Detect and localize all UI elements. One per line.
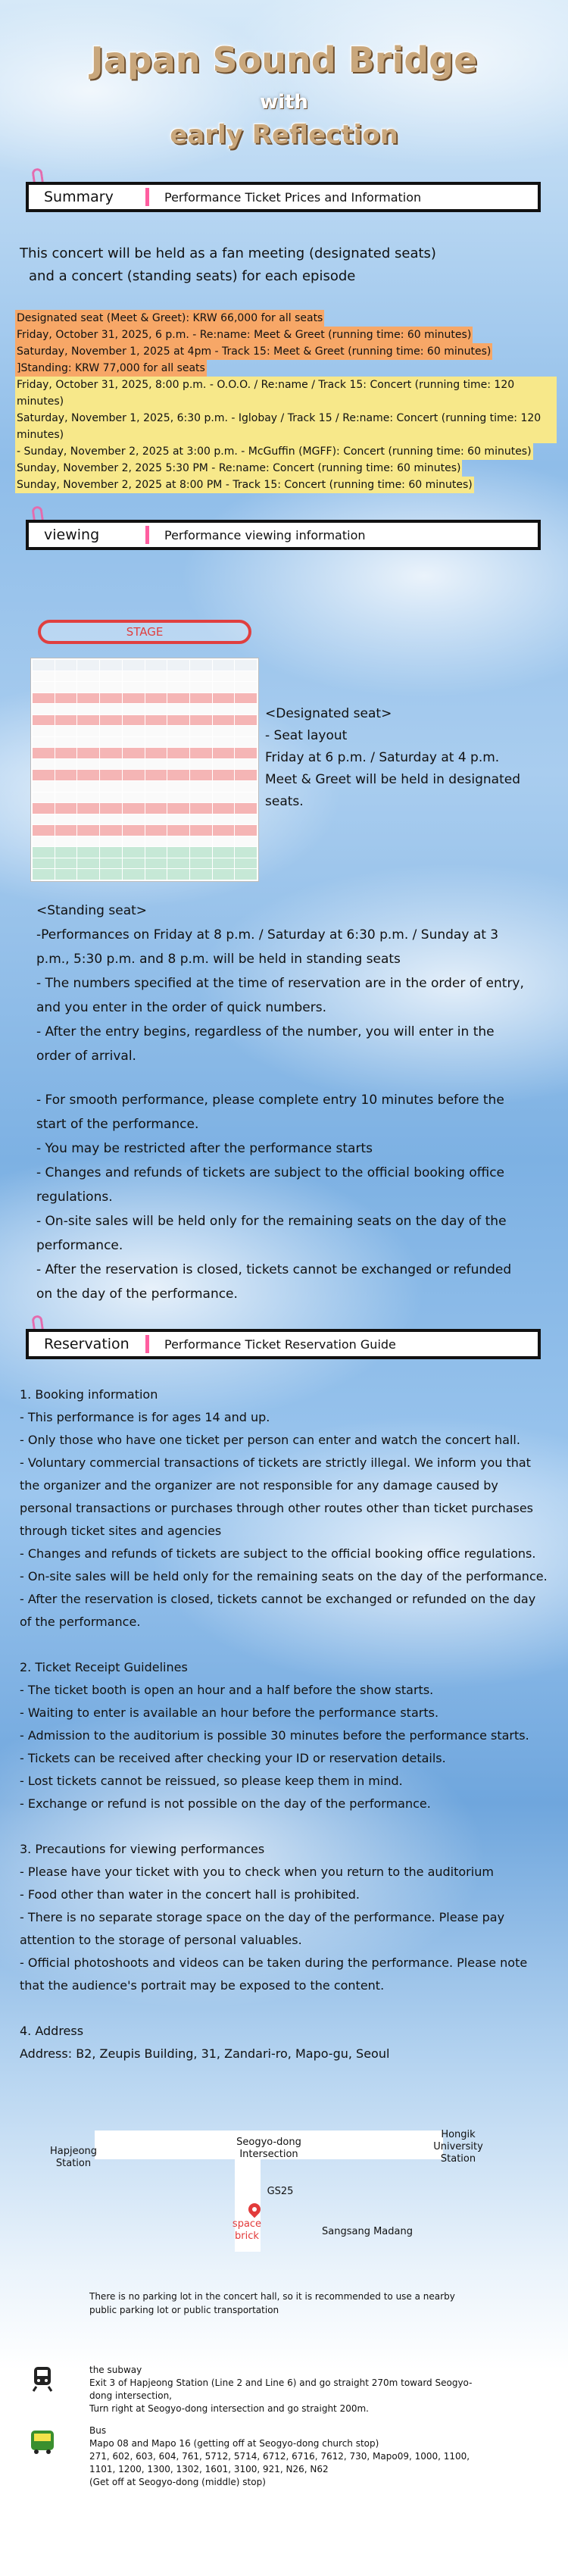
seat-cell <box>123 858 145 869</box>
seat-cell <box>55 737 77 748</box>
section-bar-reservation <box>26 1329 541 1359</box>
seat-cell <box>145 715 167 726</box>
map-label-seogyo: Seogyo-dong Intersection <box>236 2137 301 2160</box>
seat-cell <box>55 715 77 726</box>
seat-cell <box>145 737 167 748</box>
seat-cell <box>213 726 235 736</box>
seat-cell <box>167 858 189 869</box>
seat-cell <box>145 682 167 692</box>
seat-cell <box>123 726 145 736</box>
guide-item: - Official photoshoots and videos can be taken during the performance. Please note that the audience's portrait may be exposed to the content. <box>20 1955 528 1993</box>
bus-icon <box>27 2426 58 2456</box>
seat-cell <box>100 693 122 704</box>
seat-cell <box>213 759 235 770</box>
bus-line: Mapo 08 and Mapo 16 (getting off at Seogyo-dong church stop) <box>89 2438 379 2449</box>
seat-cell <box>123 869 145 880</box>
seat-cell <box>235 682 257 692</box>
seat-cell <box>190 836 212 847</box>
seat-cell <box>145 704 167 714</box>
subway-info <box>89 2364 483 2415</box>
subway-title: the subway <box>89 2365 142 2375</box>
seat-cell <box>55 781 77 792</box>
pricing-item: Sunday, November 2, 2025 at 8:00 PM - Track 15: Concert (running time: 60 minutes) <box>15 477 474 493</box>
seat-cell <box>190 792 212 803</box>
seat-cell <box>167 825 189 836</box>
seat-cell <box>213 693 235 704</box>
seat-cell <box>235 869 257 880</box>
seat-cell <box>167 759 189 770</box>
seat-cell <box>235 825 257 836</box>
section-bar-viewing <box>26 520 541 550</box>
seat-cell <box>77 748 99 758</box>
standing-line: - The numbers specified at the time of reservation are in the order of entry, and you enter in the order of quick numbers. <box>36 976 524 1015</box>
guide-item: - Admission to the auditorium is possible 30 minutes before the performance starts. <box>20 1728 529 1743</box>
seat-cell <box>33 671 55 682</box>
seat-cell <box>213 792 235 803</box>
seat-cell <box>77 737 99 748</box>
seat-cell <box>145 814 167 825</box>
seat-cell <box>235 781 257 792</box>
standing-line: -Performances on Friday at 8 p.m. / Saturday at 6:30 p.m. / Sunday at 3 p.m., 5:30 p.m. and 8 p.m. will be held in standing seats <box>36 927 499 967</box>
seat-cell <box>55 682 77 692</box>
seat-cell <box>145 660 167 671</box>
seat-cell <box>190 682 212 692</box>
seat-cell <box>100 748 122 758</box>
subway-line: Turn right at Seogyo-dong intersection and go straight 200m. <box>89 2403 369 2414</box>
guide-heading: 4. Address <box>20 2024 84 2038</box>
seat-cell <box>33 847 55 858</box>
seat-cell <box>235 759 257 770</box>
seat-cell <box>33 693 55 704</box>
seat-cell <box>213 858 235 869</box>
bus-info <box>89 2424 483 2489</box>
seat-cell <box>33 726 55 736</box>
map-label-gs25: GS25 <box>267 2186 294 2197</box>
seat-cell <box>213 682 235 692</box>
seat-cell <box>100 792 122 803</box>
seat-cell <box>123 682 145 692</box>
guide-item: - Only those who have one ticket per person can enter and watch the concert hall. <box>20 1433 520 1447</box>
seat-cell <box>55 693 77 704</box>
guide-heading: 3. Precautions for viewing performances <box>20 1842 265 1856</box>
section-name: viewing <box>44 527 100 543</box>
seat-cell <box>235 814 257 825</box>
seat-cell <box>145 759 167 770</box>
guide-item: Address: B2, Zeupis Building, 31, Zandari-ro, Mapo-gu, Seoul <box>20 2046 390 2061</box>
seat-cell <box>100 759 122 770</box>
seat-cell <box>100 858 122 869</box>
seat-cell <box>235 748 257 758</box>
designated-line: - Seat layout <box>265 728 348 743</box>
seat-cell <box>213 660 235 671</box>
seat-cell <box>145 781 167 792</box>
seat-cell <box>190 748 212 758</box>
seat-cell <box>100 660 122 671</box>
seat-cell <box>33 748 55 758</box>
guide-item: - There is no separate storage space on the day of the performance. Please pay attention to the storage of personal valuables. <box>20 1910 505 1947</box>
seat-cell <box>190 671 212 682</box>
map-label-hapjeong: Hapjeong Station <box>49 2146 98 2169</box>
seat-cell <box>235 693 257 704</box>
section-divider <box>145 1335 149 1353</box>
note-line: - You may be restricted after the performance starts <box>36 1141 373 1156</box>
seat-cell <box>55 726 77 736</box>
note-line: - After the reservation is closed, tickets cannot be exchanged or refunded on the day of the performance. <box>36 1262 512 1302</box>
seat-cell <box>100 814 122 825</box>
seat-cell <box>100 770 122 780</box>
seat-cell <box>190 660 212 671</box>
seat-cell <box>77 825 99 836</box>
section-divider <box>145 188 149 206</box>
map-label-venue: space brick <box>232 2218 262 2242</box>
guide-item: - Lost tickets cannot be reissued, so please keep them in mind. <box>20 1774 403 1788</box>
seat-cell <box>213 825 235 836</box>
seat-cell <box>123 759 145 770</box>
seat-layout-map <box>30 658 259 882</box>
seat-cell <box>77 715 99 726</box>
guide-heading: 2. Ticket Receipt Guidelines <box>20 1660 188 1674</box>
seat-cell <box>55 825 77 836</box>
bus-line: (Get off at Seogyo-dong (middle) stop) <box>89 2477 266 2487</box>
section-desc: Performance Ticket Prices and Information <box>164 189 422 205</box>
seat-cell <box>235 847 257 858</box>
seat-cell <box>33 836 55 847</box>
seat-cell <box>77 803 99 814</box>
guide-item: - Voluntary commercial transactions of tickets are strictly illegal. We inform you that the organizer and the organizer are not responsible for any damage caused by personal transactions or purchases through other routes other than ticket purchases through ticket sites and agencies <box>20 1455 534 1538</box>
seat-cell <box>123 737 145 748</box>
reservation-guide <box>20 1383 550 2065</box>
seat-cell <box>145 869 167 880</box>
standing-line: - After the entry begins, regardless of the number, you will enter in the order of arrival. <box>36 1024 495 1064</box>
seat-cell <box>145 726 167 736</box>
seat-cell <box>77 693 99 704</box>
pricing-item: ]Standing: KRW 77,000 for all seats <box>15 360 207 377</box>
seat-cell <box>145 770 167 780</box>
bus-title: Bus <box>89 2425 107 2436</box>
event-title: Japan Sound Bridge <box>90 39 478 80</box>
seat-cell <box>33 781 55 792</box>
seat-cell <box>55 858 77 869</box>
seat-cell <box>167 704 189 714</box>
pricing-item: - Sunday, November 2, 2025 at 3:00 p.m. - McGuffin (MGFF): Concert (running time: 60 minutes) <box>15 443 533 460</box>
seat-cell <box>235 726 257 736</box>
seat-cell <box>33 869 55 880</box>
seat-cell <box>167 836 189 847</box>
guide-item: - On-site sales will be held only for the remaining seats on the day of the performance. <box>20 1569 548 1583</box>
seat-cell <box>33 770 55 780</box>
designated-seat-info <box>265 703 560 813</box>
seat-cell <box>123 781 145 792</box>
seat-cell <box>213 803 235 814</box>
seat-cell <box>100 715 122 726</box>
designated-line: Friday at 6 p.m. / Saturday at 4 p.m. <box>265 750 500 765</box>
seat-cell <box>190 847 212 858</box>
seat-cell <box>167 847 189 858</box>
seat-cell <box>145 671 167 682</box>
seat-cell <box>213 814 235 825</box>
seat-cell <box>145 693 167 704</box>
map-label-sangsang: Sangsang Madang <box>322 2226 413 2237</box>
standing-seat-info <box>36 899 529 1068</box>
seat-cell <box>100 781 122 792</box>
seat-cell <box>190 759 212 770</box>
map-label-hongik: Hongik University Station <box>433 2129 483 2165</box>
seat-cell <box>33 737 55 748</box>
seat-cell <box>167 682 189 692</box>
seat-cell <box>33 803 55 814</box>
seat-cell <box>213 836 235 847</box>
seat-cell <box>33 682 55 692</box>
seat-cell <box>33 858 55 869</box>
seat-cell <box>213 704 235 714</box>
seat-cell <box>33 792 55 803</box>
seat-cell <box>167 869 189 880</box>
performance-notes <box>36 1088 529 1306</box>
guide-item: - After the reservation is closed, tickets cannot be exchanged or refunded on the day of the performance. <box>20 1592 536 1629</box>
seat-cell <box>190 715 212 726</box>
seat-cell <box>190 869 212 880</box>
seat-cell <box>190 726 212 736</box>
event-title-subtitle: early Reflection <box>170 120 398 150</box>
seat-cell <box>235 737 257 748</box>
seat-cell <box>100 737 122 748</box>
seat-cell <box>123 847 145 858</box>
seat-cell <box>77 759 99 770</box>
seat-cell <box>33 814 55 825</box>
seat-cell <box>167 781 189 792</box>
seat-cell <box>77 814 99 825</box>
seat-cell <box>213 748 235 758</box>
seat-cell <box>123 693 145 704</box>
seat-cell <box>77 770 99 780</box>
section-divider <box>145 526 149 544</box>
seat-cell <box>100 704 122 714</box>
seat-cell <box>77 836 99 847</box>
seat-cell <box>145 748 167 758</box>
seat-cell <box>167 715 189 726</box>
seat-cell <box>55 803 77 814</box>
pricing-item: Sunday, November 2, 2025 5:30 PM - Re:name: Concert (running time: 60 minutes) <box>15 460 462 477</box>
event-title-with: with <box>260 91 308 114</box>
seat-cell <box>167 803 189 814</box>
seat-cell <box>33 704 55 714</box>
pricing-item: Saturday, November 1, 2025 at 4pm - Track 15: Meet & Greet (running time: 60 minutes) <box>15 343 492 360</box>
seat-cell <box>100 847 122 858</box>
seat-cell <box>55 671 77 682</box>
guide-item: - Changes and refunds of tickets are subject to the official booking office regulations. <box>20 1546 536 1561</box>
seat-cell <box>213 770 235 780</box>
section-desc: Performance Ticket Reservation Guide <box>164 1336 396 1352</box>
seat-cell <box>55 748 77 758</box>
standing-line: <Standing seat> <box>36 903 148 918</box>
seat-cell <box>235 671 257 682</box>
seat-cell <box>145 803 167 814</box>
seat-cell <box>77 660 99 671</box>
seat-cell <box>145 847 167 858</box>
parking-note: There is no parking lot in the concert hall, so it is recommended to use a nearby public parking lot or public transportation <box>89 2291 455 2315</box>
seat-cell <box>167 792 189 803</box>
pricing-item: Designated seat (Meet & Greet): KRW 66,000 for all seats <box>15 310 324 327</box>
intro-line: This concert will be held as a fan meeting (designated seats) <box>20 245 436 261</box>
seat-cell <box>55 704 77 714</box>
seat-cell <box>167 737 189 748</box>
seat-cell <box>33 715 55 726</box>
seat-cell <box>123 748 145 758</box>
section-desc: Performance viewing information <box>164 527 366 542</box>
seat-cell <box>100 869 122 880</box>
pricing-item: Friday, October 31, 2025, 8:00 p.m. - O.O.O. / Re:name / Track 15: Concert (running time: 120 minutes) <box>15 377 557 410</box>
seat-cell <box>55 770 77 780</box>
seat-cell <box>235 770 257 780</box>
seat-cell <box>77 726 99 736</box>
seat-cell <box>190 704 212 714</box>
seat-cell <box>33 759 55 770</box>
guide-heading: 1. Booking information <box>20 1387 158 1402</box>
seat-cell <box>213 671 235 682</box>
seat-cell <box>167 726 189 736</box>
seat-cell <box>55 847 77 858</box>
guide-item: - Food other than water in the concert hall is prohibited. <box>20 1887 360 1902</box>
seat-cell <box>123 803 145 814</box>
seat-cell <box>167 770 189 780</box>
seat-cell <box>167 671 189 682</box>
seat-cell <box>213 715 235 726</box>
seat-cell <box>235 803 257 814</box>
seat-cell <box>123 770 145 780</box>
guide-item: - This performance is for ages 14 and up. <box>20 1410 270 1424</box>
seat-cell <box>190 737 212 748</box>
seat-cell <box>235 660 257 671</box>
seat-cell <box>190 693 212 704</box>
seat-cell <box>190 825 212 836</box>
seat-cell <box>213 869 235 880</box>
seat-cell <box>123 715 145 726</box>
seat-cell <box>55 759 77 770</box>
seat-cell <box>123 825 145 836</box>
seat-cell <box>100 836 122 847</box>
seat-cell <box>123 836 145 847</box>
seat-cell <box>123 814 145 825</box>
seat-cell <box>145 858 167 869</box>
seat-cell <box>145 836 167 847</box>
seat-cell <box>145 792 167 803</box>
seat-cell <box>235 858 257 869</box>
subway-line: Exit 3 of Hapjeong Station (Line 2 and Line 6) and go straight 270m toward Seogyo-dong intersection, <box>89 2377 473 2401</box>
guide-item: - Waiting to enter is available an hour before the performance starts. <box>20 1705 439 1720</box>
seat-cell <box>213 781 235 792</box>
seat-cell <box>123 704 145 714</box>
seat-cell <box>33 660 55 671</box>
seat-cell <box>167 660 189 671</box>
seat-cell <box>55 869 77 880</box>
seat-cell <box>123 792 145 803</box>
seat-cell <box>213 737 235 748</box>
pricing-item: Friday, October 31, 2025, 6 p.m. - Re:name: Meet & Greet (running time: 60 minutes) <box>15 327 473 343</box>
seat-cell <box>77 847 99 858</box>
note-line: - On-site sales will be held only for the remaining seats on the day of the performance. <box>36 1214 507 1253</box>
seat-cell <box>55 792 77 803</box>
seat-cell <box>77 858 99 869</box>
pricing-item: Saturday, November 1, 2025, 6:30 p.m. - Iglobay / Track 15 / Re:name: Concert (running time: 120 minutes) <box>15 410 557 443</box>
seat-cell <box>100 726 122 736</box>
bus-line: 271, 602, 603, 604, 761, 5712, 5714, 6712, 6716, 7612, 730, Mapo09, 1000, 1100, 1101, 1200, 1300, 1302, 1601, 3100, 921, N26, N62 <box>89 2451 470 2474</box>
seat-cell <box>100 682 122 692</box>
seat-cell <box>100 671 122 682</box>
designated-line: Meet & Greet will be held in designated seats. <box>265 772 521 809</box>
seat-cell <box>77 792 99 803</box>
seat-cell <box>77 781 99 792</box>
seat-cell <box>77 869 99 880</box>
seat-cell <box>123 671 145 682</box>
seat-cell <box>167 693 189 704</box>
section-name: Reservation <box>44 1336 130 1352</box>
seat-cell <box>213 847 235 858</box>
seat-cell <box>55 814 77 825</box>
seat-cell <box>235 704 257 714</box>
guide-item: - The ticket booth is open an hour and a half before the show starts. <box>20 1683 434 1697</box>
guide-item: - Please have your ticket with you to check when you return to the auditorium <box>20 1865 494 1879</box>
seat-cell <box>190 803 212 814</box>
intro-line: and a concert (standing seats) for each episode <box>29 268 356 284</box>
seat-cell <box>55 660 77 671</box>
seat-cell <box>145 825 167 836</box>
seat-cell <box>235 836 257 847</box>
pricing-list <box>15 310 557 493</box>
section-name: Summary <box>44 189 114 205</box>
note-line: - Changes and refunds of tickets are subject to the official booking office regulations. <box>36 1165 504 1205</box>
stage-label: STAGE <box>38 620 251 644</box>
seat-cell <box>167 748 189 758</box>
seat-cell <box>190 781 212 792</box>
guide-item: - Exchange or refund is not possible on the day of the performance. <box>20 1796 431 1811</box>
seat-cell <box>77 704 99 714</box>
section-bar-summary <box>26 182 541 212</box>
seat-cell <box>33 825 55 836</box>
note-line: - For smooth performance, please complete entry 10 minutes before the start of the performance. <box>36 1093 504 1132</box>
seat-cell <box>235 792 257 803</box>
guide-item: - Tickets can be received after checking your ID or reservation details. <box>20 1751 446 1765</box>
seat-cell <box>190 858 212 869</box>
subway-icon <box>27 2364 58 2394</box>
seat-cell <box>55 836 77 847</box>
seat-cell <box>235 715 257 726</box>
designated-line: <Designated seat> <box>265 706 392 721</box>
intro-text <box>20 242 550 288</box>
seat-cell <box>190 814 212 825</box>
seat-cell <box>167 814 189 825</box>
seat-cell <box>100 825 122 836</box>
seat-cell <box>123 660 145 671</box>
seat-cell <box>77 682 99 692</box>
seat-cell <box>77 671 99 682</box>
seat-cell <box>100 803 122 814</box>
seat-cell <box>190 770 212 780</box>
